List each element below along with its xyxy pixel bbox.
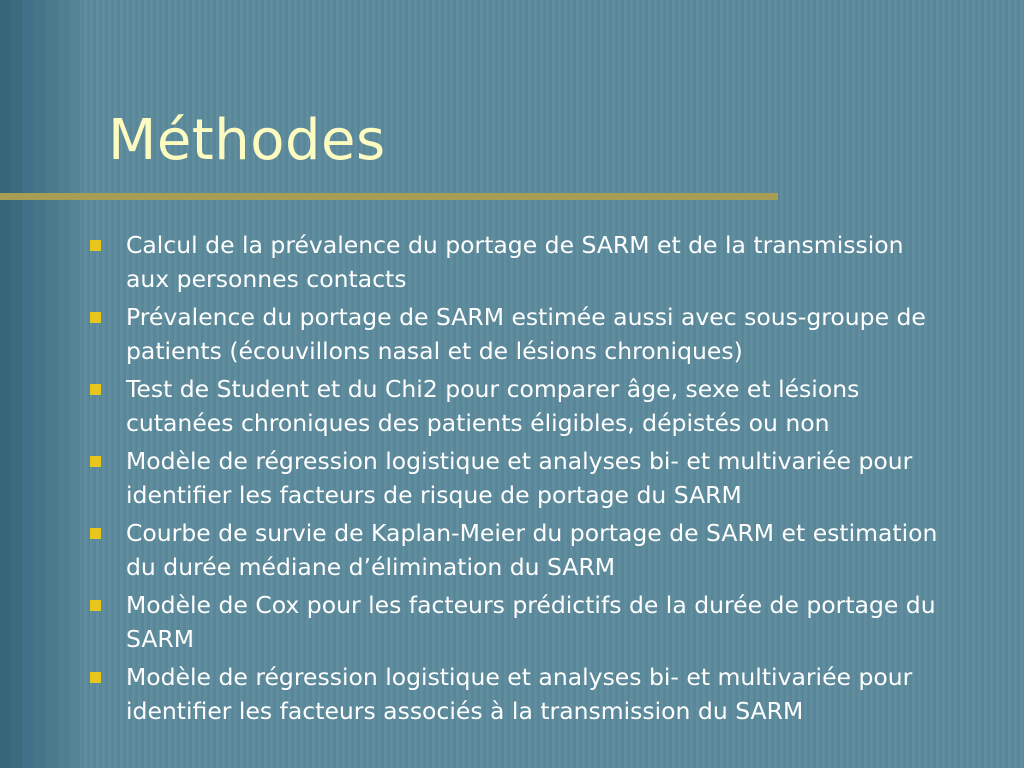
square-bullet-icon (90, 672, 101, 683)
bullet-text: Courbe de survie de Kaplan-Meier du portage de SARM et estimation du durée médiane d’élimination du SARM (126, 519, 938, 581)
square-bullet-icon (90, 528, 101, 539)
bullet-text: Modèle de régression logistique et analyses bi- et multivariée pour identifier les facteurs associés à la transmission du SARM (126, 663, 913, 725)
bullet-item (90, 228, 950, 296)
bullet-item (90, 444, 950, 512)
square-bullet-icon (90, 240, 101, 251)
bullet-item (90, 660, 950, 728)
bullet-item (90, 300, 950, 368)
bullet-item (90, 516, 950, 584)
bullet-list (90, 228, 950, 732)
bullet-item (90, 372, 950, 440)
bullet-text: Calcul de la prévalence du portage de SARM et de la transmission aux personnes contacts (126, 231, 904, 293)
slide-title: Méthodes (108, 108, 386, 173)
bullet-text: Modèle de régression logistique et analyses bi- et multivariée pour identifier les facteurs de risque de portage du SARM (126, 447, 913, 509)
bullet-text: Modèle de Cox pour les facteurs prédictifs de la durée de portage du SARM (126, 591, 936, 653)
bullet-item (90, 588, 950, 656)
square-bullet-icon (90, 456, 101, 467)
square-bullet-icon (90, 384, 101, 395)
square-bullet-icon (90, 312, 101, 323)
square-bullet-icon (90, 600, 101, 611)
left-decorative-bands (0, 0, 80, 768)
title-underline-rule (0, 193, 778, 200)
bullet-text: Prévalence du portage de SARM estimée aussi avec sous-groupe de patients (écouvillons nasal et de lésions chroniques) (126, 303, 926, 365)
bullet-text: Test de Student et du Chi2 pour comparer âge, sexe et lésions cutanées chroniques des patients éligibles, dépistés ou non (126, 375, 860, 437)
